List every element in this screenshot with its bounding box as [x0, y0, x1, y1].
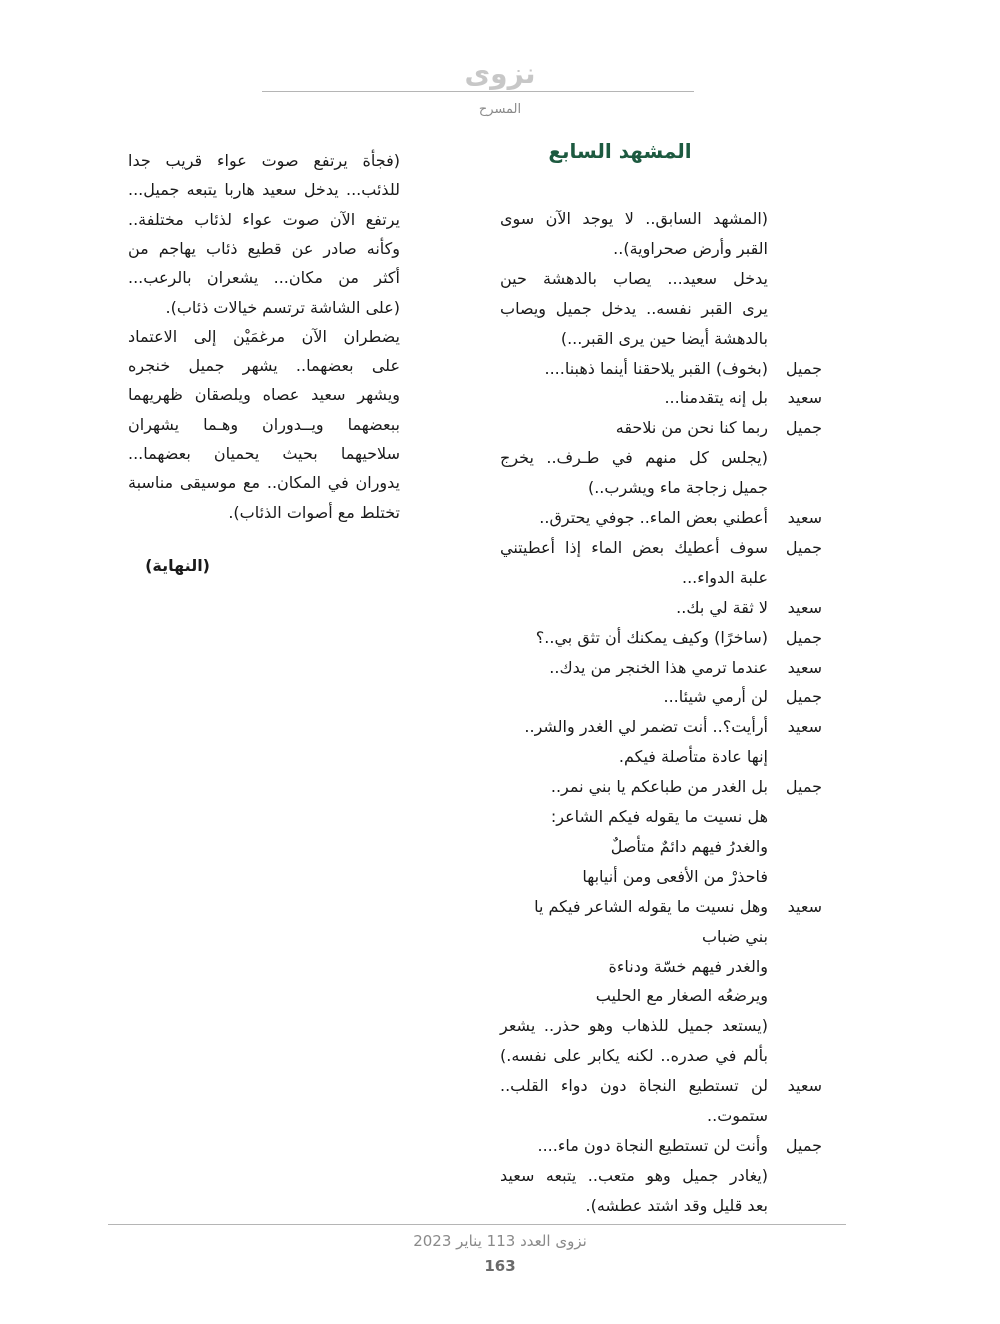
dialogue-line: بألم في صدره.. لكنه يكابر على نفسه.) [500, 1046, 768, 1066]
speaker-name: سعيد [787, 657, 822, 677]
speaker-name: سعيد [787, 508, 822, 527]
dialogue-line: ستموت.. [707, 1106, 768, 1125]
dialogue-line: وأنت لن تستطيع النجاة دون ماء.... [537, 1135, 768, 1155]
scene-title: المشهد السابع [548, 139, 692, 163]
stage-direction-line: ويشهر سعيد عصاه ويلصقان ظهريهما [128, 385, 400, 405]
dialogue-line: ويرضعُه الصغار مع الحليب [595, 986, 768, 1006]
speaker-name: سعيد [787, 388, 822, 408]
speaker-name: جميل [785, 537, 822, 557]
dialogue-line: بل الغدر من طباعكم يا بني نمر.. [550, 777, 768, 797]
dialogue-line: إنها عادة متأصلة فيكم. [618, 747, 768, 767]
end-label: (النهاية) [145, 556, 210, 575]
stage-direction-line: ببعضهما ويــدوران وهـما يشهران [128, 414, 400, 434]
speaker-name: سعيد [787, 717, 822, 737]
dialogue-line: هل نسيت ما يقوله فيكم الشاعر: [550, 807, 768, 826]
dialogue-line: عندما ترمي هذا الخنجر من يدك.. [549, 657, 768, 677]
speaker-name: جميل [785, 1135, 822, 1155]
dialogue-line: بل إنه يتقدمنا... [664, 388, 768, 408]
stage-direction-line: للذئب... يدخل سعيد هاربا يتبعه جميل... [128, 180, 400, 200]
speaker-name: سعيد [787, 1076, 822, 1096]
speaker-name: سعيد [787, 896, 822, 916]
footer-divider [108, 1224, 846, 1225]
stage-direction-line: وكأنه صادر عن قطيع ذئاب يهاجم من [128, 238, 400, 258]
dialogue-line: يرى القبر نفسه.. يدخل جميل ويصاب [500, 298, 768, 318]
dialogue-line: القبر وأرض صحراوية).. [613, 238, 768, 258]
speaker-name: سعيد [787, 597, 822, 617]
stage-direction-line: أكثر من مكان... يشعران بالرعب... [128, 268, 400, 288]
speaker-name: جميل [785, 627, 822, 647]
stage-direction-line: يضطران الآن مرغمَيْن إلى الاعتماد [128, 326, 400, 346]
stage-direction-line: يدوران في المكان.. مع موسيقى مناسبة [128, 473, 400, 493]
speaker-name: جميل [785, 358, 822, 378]
dialogue-line: سوف أعطيك بعض الماء إذا أعطيتني [500, 537, 768, 557]
dialogue-line: (بخوف) القبر يلاحقنا أينما ذهبنا.... [544, 358, 768, 378]
dialogue-line: علبة الدواء... [681, 567, 768, 587]
stage-direction-line: (فجأة يرتفع صوت عواء قريب جدا [128, 151, 400, 170]
dialogue-line: بني ضباب [701, 926, 768, 946]
stage-direction-line: على بعضهما.. يشهر جميل خنجره [128, 356, 400, 376]
footer-issue: نزوى العدد 113 يناير 2023 [413, 1232, 587, 1250]
dialogue-line: جميل زجاجة ماء ويشرب..) [587, 478, 768, 498]
dialogue-line: لا ثقة لي بك.. [676, 597, 768, 617]
dialogue-line: والغدرُ فيهم دائمٌ متأصلٌ [610, 836, 768, 856]
dialogue-line: لن أرمي شيئا... [663, 687, 768, 707]
dialogue-line: فاحذرْ من الأفعى ومن أنيابها [582, 866, 768, 886]
dialogue-line: أرأيت؟.. أنت تضمر لي الغدر والشر.. [524, 717, 768, 737]
dialogue-line: والغدر فيهم خسّة ودناءة [608, 956, 768, 976]
dialogue-line: (يستعد جميل للذهاب وهو حذر.. يشعر [500, 1016, 768, 1036]
section-label: المسرح [478, 102, 522, 117]
dialogue-line: (يجلس كل منهم في طـرف.. يخرج [500, 448, 768, 468]
dialogue-line: (يغادر جميل وهو متعب.. يتبعه سعيد [500, 1165, 768, 1185]
dialogue-line: (ساخرًا) وكيف يمكنك أن تثق بي..؟ [535, 627, 768, 647]
dialogue-line: أعطني بعض الماء.. جوفي يحترق.. [539, 508, 768, 527]
stage-direction-line: (على الشاشة ترتسم خيالات ذئاب). [165, 297, 400, 317]
speaker-name: جميل [785, 687, 822, 707]
speaker-name: جميل [785, 777, 822, 797]
stage-direction-line: سلاحيهما بحيث يحميان بعضهما... [128, 444, 400, 463]
header-divider [262, 91, 694, 92]
dialogue-line: وهل نسيت ما يقوله الشاعر فيكم يا [534, 896, 768, 916]
dialogue-line: ربما كنا نحن من نلاحقه [615, 418, 768, 438]
dialogue-line: (المشهد السابق.. لا يوجد الآن سوى [500, 209, 768, 228]
dialogue-line: بالدهشة أيضا حين يرى القبر...) [560, 328, 768, 348]
dialogue-line: بعد قليل وقد اشتد عطشه). [585, 1195, 768, 1215]
speaker-name: جميل [785, 418, 822, 438]
magazine-logo: نزوى [464, 56, 536, 90]
page-number: 163 [484, 1257, 516, 1275]
stage-direction-line: تختلط مع أصوات الذئاب). [228, 502, 400, 522]
stage-direction-line: يرتفع الآن صوت عواء لذئاب مختلفة.. [128, 209, 400, 229]
dialogue-line: يدخل سعيد... يصاب بالدهشة حين [500, 268, 768, 288]
dialogue-line: لن تستطيع النجاة دون دواء القلب.. [500, 1076, 768, 1096]
